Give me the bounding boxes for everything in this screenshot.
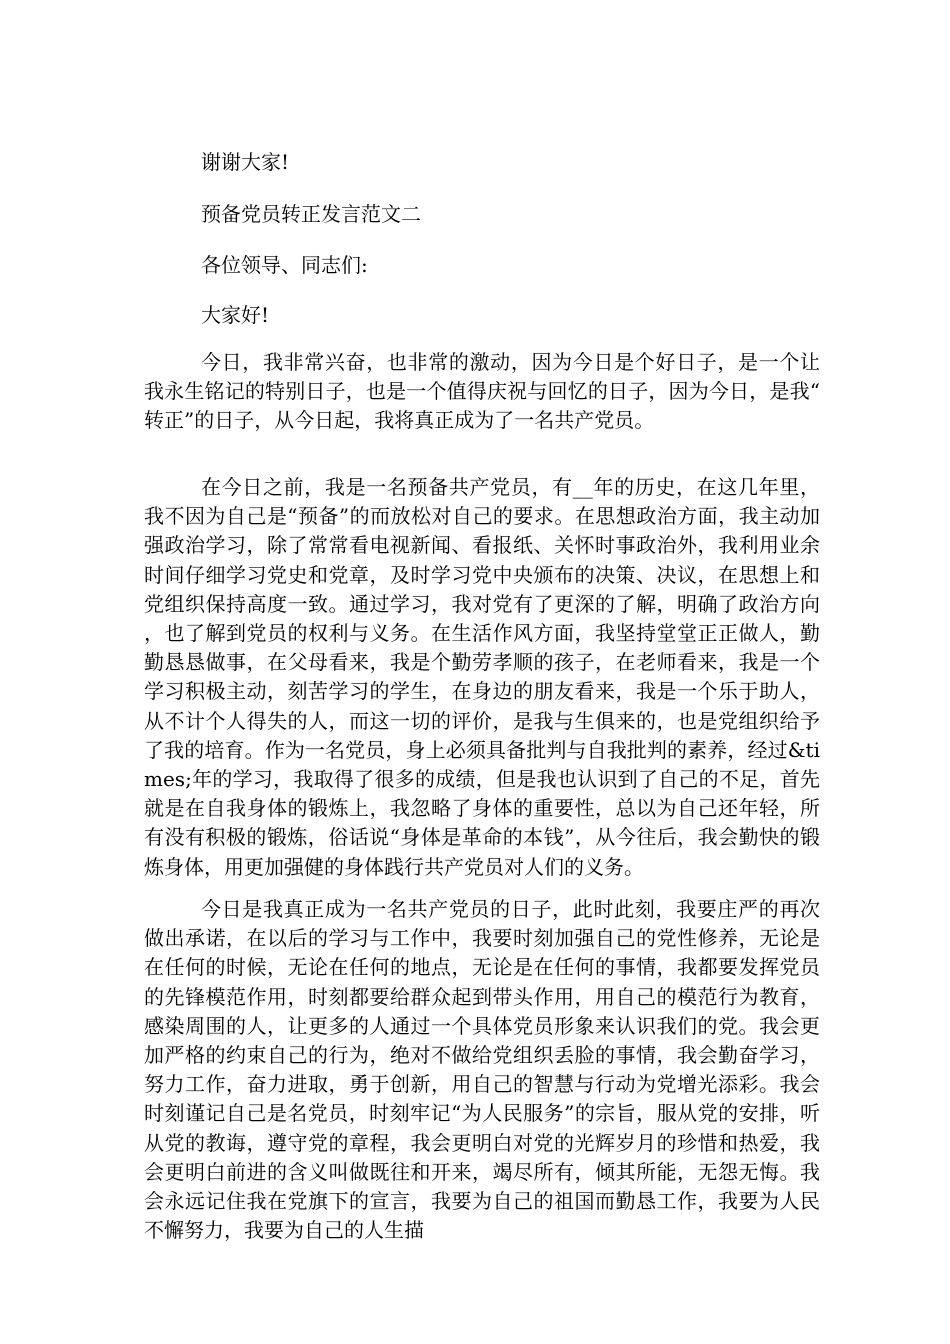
greeting-line: 大家好! [201, 303, 270, 327]
speech-title: 预备党员转正发言范文二 [201, 202, 421, 226]
paragraph-before-today: 在今日之前，我是一名预备共产党员，有__年的历史，在这几年里，我不因为自己是“预备”的而放松对自己的要求。在思想政治方面，我主动加强政治学习，除了常常看电视新闻、看报纸、关怀时事政治外，我利用业余时间仔细学习党史和党章，及时学习党中央颁布的决策、决议，在思想上和党组织保持高度一致。通过学习，我对党有了更深的了解，明确了政治方向，也了解到党员的权利与义务。在生活作风方面，我坚持堂堂正正做人，勤勤恳恳做事，在父母看来，我是个勤劳孝顺的孩子，在老师看来，我是一个学习积极主动，刻苦学习的学生，在身边的朋友看来，我是一个乐于助人，从不计个人得失的人，而这一切的评价，是我与生俱来的，也是党组织给予了我的培育。作为一名党员，身上必须具备批判与自我批判的素养，经过&times;年的学习，我取得了很多的成绩，但是我也认识到了自己的不足，首先就是在自我身体的锻炼上，我忽略了身体的重要性，总以为自己还年轻，所有没有积极的锻炼，俗话说“身体是革命的本钱”，从今往后，我会勤快的锻炼身体，用更加强健的身体践行共产党员对人们的义务。 [144, 475, 820, 879]
salutation-line: 各位领导、同志们: [201, 253, 368, 277]
closing-thanks-line: 谢谢大家! [201, 150, 290, 174]
paragraph-promise: 今日是我真正成为一名共产党员的日子，此时此刻，我要庄严的再次做出承诺，在以后的学习与工作中，我要时刻加强自己的党性修养，无论是在任何的时候，无论在任何的地点，无论是在任何的事情，我都要发挥党员的先锋模范作用，时刻都要给群众起到带头作用，用自己的模范行为教育，感染周围的人，让更多的人通过一个具体党员形象来认识我们的党。我会更加严格的约束自己的行为，绝对不做给党组织丢脸的事情，我会勤奋学习，努力工作，奋力进取，勇于创新，用自己的智慧与行动为党增光添彩。我会时刻谨记自己是名党员，时刻牢记“为人民服务”的宗旨，服从党的安排，听从党的教诲，遵守党的章程，我会更明白对党的光辉岁月的珍惜和热爱，我会更明白前进的含义叫做既往和开来，竭尽所有，倾其所能，无怨无悔。我会永远记住我在党旗下的宣言，我要为自己的祖国而勤恳工作，我要为人民不懈努力，我要为自己的人生描 [144, 897, 820, 1243]
paragraph-intro: 今日，我非常兴奋，也非常的激动，因为今日是个好日子，是一个让我永生铭记的特别日子，也是一个值得庆祝与回忆的日子，因为今日，是我“转正”的日子，从今日起，我将真正成为了一名共产党员。 [144, 350, 820, 433]
